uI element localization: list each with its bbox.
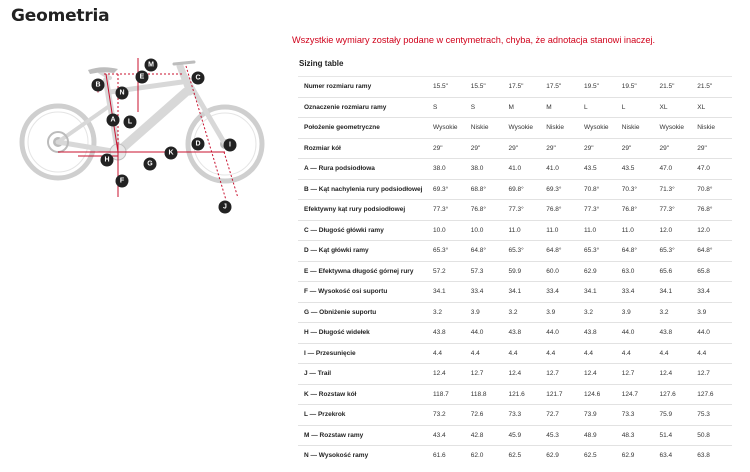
row-label: B — Kąt nachylenia rury podsiodłowej — [298, 179, 430, 200]
table-cell: L — [581, 97, 619, 118]
table-cell: 12.4 — [657, 364, 695, 385]
table-cell: 118.8 — [468, 384, 506, 405]
table-cell: 63.8 — [694, 446, 732, 466]
label-M — [145, 59, 158, 72]
page-title: Geometria — [11, 6, 110, 26]
table-cell: 65.3° — [581, 241, 619, 262]
table-cell: 77.3° — [581, 200, 619, 221]
table-cell: 62.0 — [468, 446, 506, 466]
table-cell: S — [430, 97, 468, 118]
table-cell: XL — [694, 97, 732, 118]
row-label: I — Przesunięcie — [298, 343, 430, 364]
table-cell: 12.7 — [468, 364, 506, 385]
table-cell: 70.3° — [619, 179, 657, 200]
table-cell: 33.4 — [468, 282, 506, 303]
table-cell: 73.2 — [430, 405, 468, 426]
table-row — [298, 220, 732, 241]
bike-geometry-diagram — [18, 52, 280, 220]
table-cell: 64.8° — [694, 241, 732, 262]
sizing-table-title: Sizing table — [299, 59, 344, 68]
table-cell: 4.4 — [657, 343, 695, 364]
table-cell: 72.7 — [543, 405, 581, 426]
table-cell: 127.6 — [657, 384, 695, 405]
svg-text:K: K — [168, 149, 174, 157]
label-A — [107, 114, 120, 127]
table-cell: 71.3° — [657, 179, 695, 200]
table-cell: 63.0 — [619, 261, 657, 282]
table-cell: 38.0 — [430, 159, 468, 180]
table-row — [298, 97, 732, 118]
table-cell: 19.5" — [619, 77, 657, 98]
label-D — [192, 138, 205, 151]
svg-text:G: G — [147, 160, 153, 168]
table-cell: 43.8 — [430, 323, 468, 344]
table-row — [298, 384, 732, 405]
table-cell: 11.0 — [581, 220, 619, 241]
table-cell: 3.2 — [657, 302, 695, 323]
table-cell: 44.0 — [543, 323, 581, 344]
table-cell: 4.4 — [619, 343, 657, 364]
table-cell: 11.0 — [506, 220, 544, 241]
table-cell: 11.0 — [543, 220, 581, 241]
svg-text:A: A — [110, 116, 116, 124]
table-cell: 21.5" — [694, 77, 732, 98]
table-row — [298, 364, 732, 385]
table-cell: 76.8° — [468, 200, 506, 221]
table-row — [298, 77, 732, 98]
table-cell: 70.8° — [694, 179, 732, 200]
geometry-table-body — [298, 77, 732, 466]
table-cell: 65.3° — [506, 241, 544, 262]
table-cell: 3.9 — [543, 302, 581, 323]
table-cell: 65.3° — [430, 241, 468, 262]
row-label: H — Długość widełek — [298, 323, 430, 344]
row-label: E — Efektywna długość górnej rury — [298, 261, 430, 282]
table-cell: 12.4 — [430, 364, 468, 385]
table-cell: 21.5" — [657, 77, 695, 98]
table-cell: 121.6 — [506, 384, 544, 405]
table-cell: 73.3 — [506, 405, 544, 426]
svg-text:H: H — [104, 156, 110, 164]
svg-text:J: J — [223, 203, 227, 211]
table-cell: 124.6 — [581, 384, 619, 405]
row-label: F — Wysokość osi suportu — [298, 282, 430, 303]
table-cell: 69.8° — [506, 179, 544, 200]
row-label: M — Rozstaw ramy — [298, 425, 430, 446]
table-cell: M — [543, 97, 581, 118]
table-cell: 59.9 — [506, 261, 544, 282]
table-cell: 62.5 — [581, 446, 619, 466]
table-cell: 77.3° — [657, 200, 695, 221]
svg-text:D: D — [195, 140, 201, 148]
table-cell: 121.7 — [543, 384, 581, 405]
table-cell: Niskie — [619, 118, 657, 139]
table-cell: 33.4 — [619, 282, 657, 303]
table-row — [298, 118, 732, 139]
table-cell: 12.0 — [694, 220, 732, 241]
table-cell: 43.5 — [619, 159, 657, 180]
table-cell: 12.7 — [694, 364, 732, 385]
label-N — [116, 87, 129, 100]
row-label: Efektywny kąt rury podsiodłowej — [298, 200, 430, 221]
table-cell: 63.4 — [657, 446, 695, 466]
table-cell: Wysokie — [657, 118, 695, 139]
table-row — [298, 261, 732, 282]
table-cell: S — [468, 97, 506, 118]
table-cell: 41.0 — [543, 159, 581, 180]
table-cell: 4.4 — [543, 343, 581, 364]
table-cell: 43.8 — [581, 323, 619, 344]
svg-text:M: M — [148, 61, 154, 69]
table-cell: 75.9 — [657, 405, 695, 426]
table-cell: 77.3° — [506, 200, 544, 221]
table-row — [298, 241, 732, 262]
table-cell: Wysokie — [581, 118, 619, 139]
svg-text:B: B — [95, 81, 101, 89]
table-cell: 47.0 — [694, 159, 732, 180]
label-E — [136, 71, 149, 84]
table-cell: 69.3° — [430, 179, 468, 200]
svg-text:F: F — [119, 177, 125, 185]
table-cell: 62.9 — [581, 261, 619, 282]
table-cell: 33.4 — [694, 282, 732, 303]
table-cell: 65.8 — [694, 261, 732, 282]
table-cell: 3.2 — [430, 302, 468, 323]
table-cell: 62.5 — [506, 446, 544, 466]
row-label: N — Wysokość ramy — [298, 446, 430, 466]
table-row — [298, 179, 732, 200]
table-cell: 10.0 — [468, 220, 506, 241]
table-cell: 47.0 — [657, 159, 695, 180]
label-L — [124, 116, 137, 129]
table-cell: 17.5" — [506, 77, 544, 98]
geometry-table — [298, 76, 732, 466]
row-label: C — Długość główki ramy — [298, 220, 430, 241]
table-cell: 43.5 — [581, 159, 619, 180]
table-cell: 15.5" — [468, 77, 506, 98]
table-cell: 29" — [506, 138, 544, 159]
table-cell: 45.9 — [506, 425, 544, 446]
table-cell: 57.3 — [468, 261, 506, 282]
table-cell: Niskie — [694, 118, 732, 139]
table-cell: XL — [657, 97, 695, 118]
table-cell: 3.9 — [468, 302, 506, 323]
table-cell: 34.1 — [657, 282, 695, 303]
table-cell: 64.8° — [468, 241, 506, 262]
label-I — [224, 139, 237, 152]
table-cell: 29" — [468, 138, 506, 159]
table-cell: 62.9 — [619, 446, 657, 466]
table-cell: 15.5" — [430, 77, 468, 98]
table-cell: 43.4 — [430, 425, 468, 446]
table-cell: 69.3° — [543, 179, 581, 200]
table-cell: 3.9 — [694, 302, 732, 323]
row-label: K — Rozstaw kół — [298, 384, 430, 405]
label-B — [92, 79, 105, 92]
table-row — [298, 446, 732, 466]
table-cell: 4.4 — [581, 343, 619, 364]
table-cell: 4.4 — [468, 343, 506, 364]
label-F — [116, 175, 129, 188]
table-cell: 44.0 — [694, 323, 732, 344]
row-label: D — Kąt główki ramy — [298, 241, 430, 262]
table-cell: L — [619, 97, 657, 118]
table-cell: 10.0 — [430, 220, 468, 241]
row-label: Oznaczenie rozmiaru ramy — [298, 97, 430, 118]
table-cell: 42.8 — [468, 425, 506, 446]
row-label: Położenie geometryczne — [298, 118, 430, 139]
table-cell: 51.4 — [657, 425, 695, 446]
table-cell: 19.5" — [581, 77, 619, 98]
label-C — [192, 72, 205, 85]
table-cell: 3.2 — [581, 302, 619, 323]
table-cell: 77.3° — [430, 200, 468, 221]
table-cell: 44.0 — [619, 323, 657, 344]
table-row — [298, 302, 732, 323]
table-cell: 76.8° — [619, 200, 657, 221]
units-notice: Wszystkie wymiary zostały podane w centymetrach, chyba, że adnotacja stanowi inaczej. — [292, 35, 656, 45]
table-cell: 76.8° — [694, 200, 732, 221]
table-cell: 11.0 — [619, 220, 657, 241]
svg-text:L: L — [127, 118, 133, 126]
table-cell: 64.8° — [619, 241, 657, 262]
table-cell: M — [506, 97, 544, 118]
table-cell: 44.0 — [468, 323, 506, 344]
table-cell: 73.9 — [581, 405, 619, 426]
table-row — [298, 405, 732, 426]
table-cell: 17.5" — [543, 77, 581, 98]
row-label: A — Rura podsiodłowa — [298, 159, 430, 180]
handlebar — [174, 62, 194, 64]
table-cell: 75.3 — [694, 405, 732, 426]
table-cell: 4.4 — [506, 343, 544, 364]
label-K — [165, 147, 178, 160]
table-row — [298, 323, 732, 344]
table-cell: 57.2 — [430, 261, 468, 282]
svg-text:C: C — [195, 74, 201, 82]
svg-text:N: N — [119, 89, 125, 97]
table-cell: 50.8 — [694, 425, 732, 446]
table-cell: 127.6 — [694, 384, 732, 405]
table-cell: 124.7 — [619, 384, 657, 405]
table-cell: 72.6 — [468, 405, 506, 426]
table-cell: 65.6 — [657, 261, 695, 282]
table-cell: 3.9 — [619, 302, 657, 323]
table-cell: 62.9 — [543, 446, 581, 466]
row-label: Numer rozmiaru ramy — [298, 77, 430, 98]
table-row — [298, 138, 732, 159]
table-row — [298, 425, 732, 446]
table-cell: Niskie — [468, 118, 506, 139]
row-label: J — Trail — [298, 364, 430, 385]
table-row — [298, 200, 732, 221]
table-cell: 29" — [543, 138, 581, 159]
label-J — [219, 201, 232, 214]
svg-text:I: I — [229, 141, 231, 149]
svg-text:E: E — [139, 73, 145, 81]
label-G — [144, 158, 157, 171]
table-cell: 43.8 — [506, 323, 544, 344]
table-cell: 4.4 — [694, 343, 732, 364]
row-label: G — Obniżenie suportu — [298, 302, 430, 323]
table-cell: 43.8 — [657, 323, 695, 344]
table-cell: Wysokie — [506, 118, 544, 139]
table-cell: 68.8° — [468, 179, 506, 200]
table-cell: 4.4 — [430, 343, 468, 364]
table-cell: 29" — [657, 138, 695, 159]
label-H — [101, 154, 114, 167]
table-row — [298, 343, 732, 364]
table-cell: 48.9 — [581, 425, 619, 446]
table-cell: 38.0 — [468, 159, 506, 180]
table-cell: 12.7 — [619, 364, 657, 385]
table-cell: 76.8° — [543, 200, 581, 221]
table-cell: Wysokie — [430, 118, 468, 139]
table-cell: 29" — [619, 138, 657, 159]
table-cell: 70.8° — [581, 179, 619, 200]
table-cell: 34.1 — [430, 282, 468, 303]
table-cell: 65.3° — [657, 241, 695, 262]
table-cell: 29" — [430, 138, 468, 159]
table-row — [298, 159, 732, 180]
table-cell: 118.7 — [430, 384, 468, 405]
table-cell: 60.0 — [543, 261, 581, 282]
row-label: L — Przekrok — [298, 405, 430, 426]
table-cell: 73.3 — [619, 405, 657, 426]
table-cell: 34.1 — [581, 282, 619, 303]
table-cell: 45.3 — [543, 425, 581, 446]
table-cell: Niskie — [543, 118, 581, 139]
table-cell: 29" — [694, 138, 732, 159]
table-cell: 34.1 — [506, 282, 544, 303]
table-cell: 61.6 — [430, 446, 468, 466]
table-row — [298, 282, 732, 303]
table-cell: 48.3 — [619, 425, 657, 446]
table-cell: 64.8° — [543, 241, 581, 262]
table-cell: 12.0 — [657, 220, 695, 241]
table-cell: 29" — [581, 138, 619, 159]
table-cell: 12.7 — [543, 364, 581, 385]
table-cell: 12.4 — [506, 364, 544, 385]
row-label: Rozmiar kół — [298, 138, 430, 159]
table-cell: 12.4 — [581, 364, 619, 385]
table-cell: 3.2 — [506, 302, 544, 323]
table-cell: 41.0 — [506, 159, 544, 180]
table-cell: 33.4 — [543, 282, 581, 303]
